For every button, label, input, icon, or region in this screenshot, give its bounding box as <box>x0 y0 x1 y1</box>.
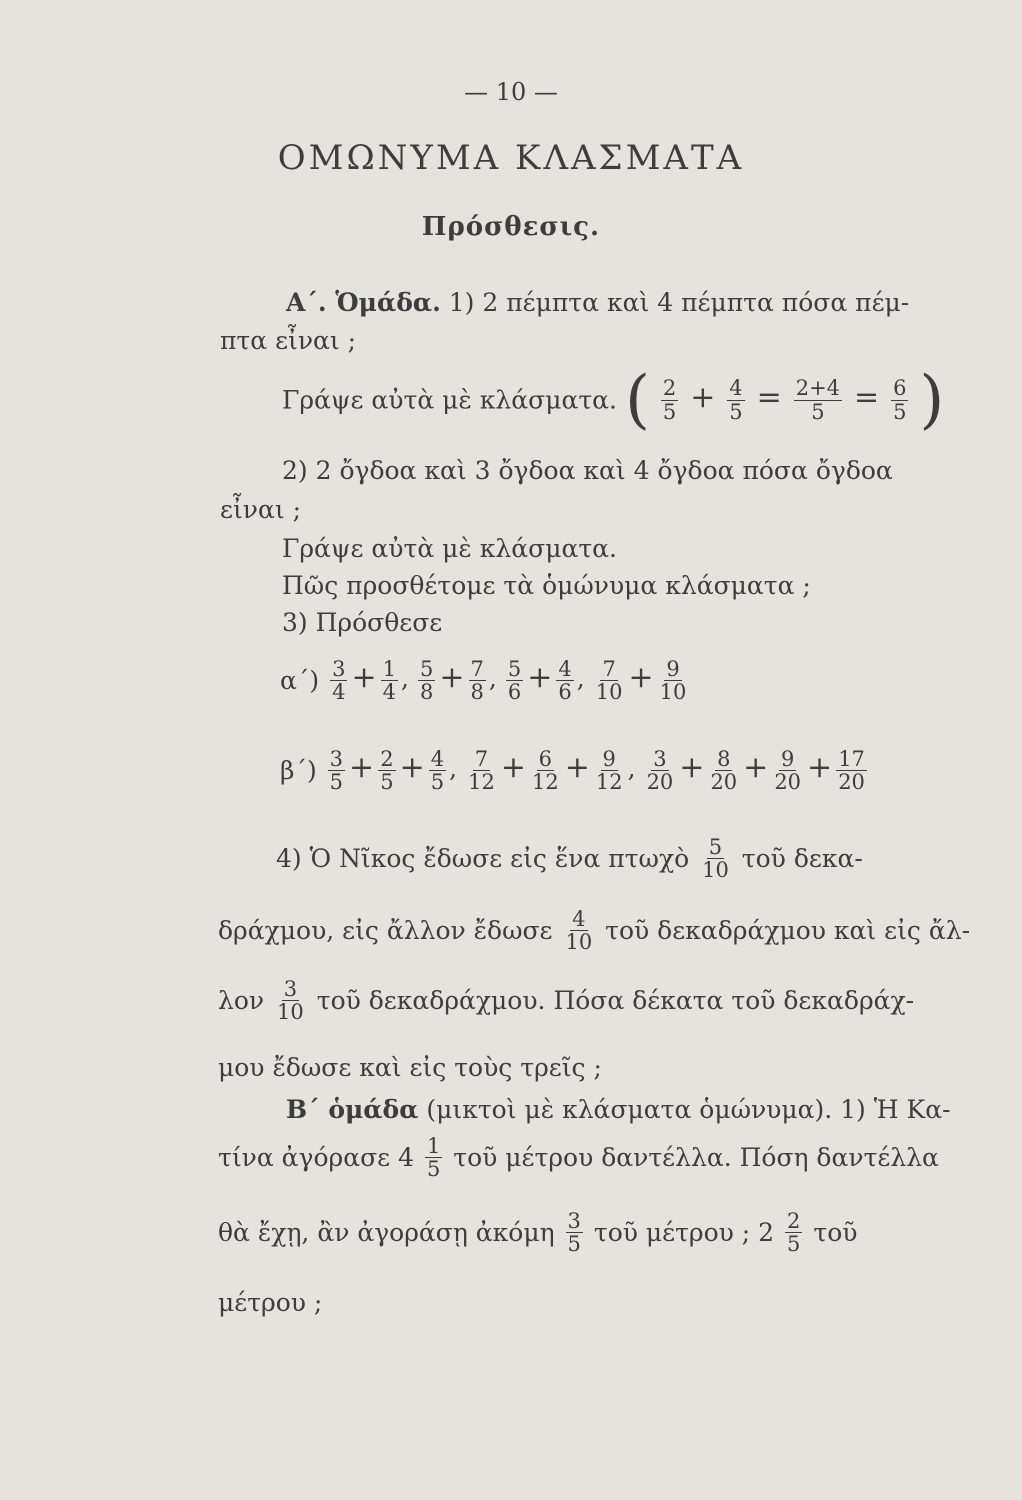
fraction: $\frac{6}{12}$ <box>531 747 559 795</box>
q3-text: 3) Πρόσθεσε <box>282 608 443 637</box>
plus-sign: + <box>564 750 590 786</box>
q2-text-line1: 2) 2 ὄγδοα καὶ 3 ὄγδοα καὶ 4 ὄγδοα πόσα ὄγδοα <box>282 456 893 485</box>
q3-alpha-label: α΄) <box>280 666 320 696</box>
fraction: $\frac{5}{8}$ <box>419 657 434 705</box>
fraction: $\frac{1}{4}$ <box>382 657 396 705</box>
write-instruction: Γράψε αὐτὰ μὲ κλάσματα. <box>282 385 617 415</box>
plus-sign: + <box>439 660 465 696</box>
fraction: $\frac{2}{5}$ <box>380 747 394 795</box>
expression-separator: , <box>449 754 458 784</box>
close-paren: ) <box>919 363 945 437</box>
expression-separator: , <box>576 664 585 694</box>
page-number: — 10 — <box>464 78 558 106</box>
section-subtitle: Πρόσθεσις. <box>421 212 601 242</box>
fraction: $\frac{1}{5}$ <box>426 1134 441 1182</box>
q1-text-line1: 1) 2 πέμπτα καὶ 4 πέμπτα πόσα πέμ- <box>448 288 910 317</box>
fraction: $\frac{4}{5}$ <box>430 747 445 795</box>
fraction: $\frac{4}{10}$ <box>565 907 593 955</box>
q3-beta-row <box>280 748 870 793</box>
open-paren: ( <box>624 363 650 437</box>
plus-sign: + <box>500 750 526 786</box>
fraction: $\frac{3}{5}$ <box>567 1209 581 1257</box>
q1-text-line2: πτα εἶναι ; <box>220 326 357 355</box>
section-title: ΟΜΩΝΥΜΑ ΚΛΑΣΜΑΤΑ <box>277 138 745 178</box>
fraction: $\frac{4}{5}$ <box>729 376 743 424</box>
q4-line2: δράχμου, εἰς ἄλλον ἔδωσε $\frac{4}{10}$ τοῦ δεκαδράχμου καὶ εἰς ἄλ- <box>218 907 971 955</box>
plus-sign: + <box>628 660 654 696</box>
plus-sign: + <box>349 750 375 786</box>
plus-sign: + <box>807 750 833 786</box>
plus-sign: + <box>527 660 553 696</box>
fraction: $\frac{3}{10}$ <box>277 977 304 1025</box>
q4-line4: μου ἔδωσε καὶ εἰς τοὺς τρεῖς ; <box>218 1053 602 1082</box>
group-b-line3: θὰ ἔχῃ, ἂν ἀγοράσῃ ἀκόμη $\frac{3}{5}$ τοῦ μέτρου ; 2 $\frac{2}{5}$ τοῦ <box>218 1209 858 1257</box>
group-b-line1: Β΄ ὁμάδα (μικτοὶ μὲ κλάσματα ὁμώνυμα). 1) Ἡ Κα- <box>286 1095 951 1124</box>
group-a-label: Α΄. Ὁμάδα. <box>286 288 441 317</box>
q3-alpha-row <box>280 658 691 703</box>
fraction: $\frac{2+4}{5}$ <box>795 376 841 424</box>
group-b-line4: μέτρου ; <box>218 1288 323 1317</box>
fraction: $\frac{9}{10}$ <box>659 657 687 705</box>
plus-sign: + <box>351 660 377 696</box>
fraction: $\frac{7}{10}$ <box>595 657 623 705</box>
expression-separator: , <box>400 664 409 694</box>
fraction: $\frac{3}{4}$ <box>332 657 346 705</box>
q2-text-line2: εἶναι ; <box>220 495 302 524</box>
fraction: $\frac{9}{20}$ <box>774 747 802 795</box>
fraction: $\frac{8}{20}$ <box>710 747 738 795</box>
fraction: $\frac{17}{20}$ <box>838 747 865 795</box>
fraction: $\frac{2}{5}$ <box>787 1209 801 1257</box>
fraction: $\frac{2}{5}$ <box>662 376 677 424</box>
fraction: $\frac{4}{6}$ <box>558 657 572 705</box>
group-b-line2: τίνα ἀγόρασε 4 $\frac{1}{5}$ τοῦ μέτρου δαντέλλα. Πόση δαντέλλα <box>218 1134 939 1182</box>
q1-example-line: Γράψε αὐτὰ μὲ κλάσματα. ( $\frac{2}{5}$ + $\frac{4}{5}$ = $\frac{2+4}{5}$ = $\frac{6}{5}$ ) <box>282 363 945 437</box>
fraction: $\frac{9}{12}$ <box>595 747 623 795</box>
fraction: $\frac{6}{5}$ <box>893 376 907 424</box>
fraction: $\frac{3}{20}$ <box>646 747 674 795</box>
expression-separator: , <box>488 664 497 694</box>
q4-line1: 4) Ὁ Νῖκος ἔδωσε εἰς ἕνα πτωχὸ $\frac{5}{10}$ τοῦ δεκα- <box>276 835 863 883</box>
fraction: $\frac{5}{10}$ <box>702 835 729 883</box>
q4-line3: λον $\frac{3}{10}$ τοῦ δεκαδράχμου. Πόσα δέκατα τοῦ δεκαδράχ- <box>218 977 915 1025</box>
fraction: $\frac{3}{5}$ <box>329 747 344 795</box>
q2-write-instruction: Γράψε αὐτὰ μὲ κλάσματα. <box>282 534 617 563</box>
fraction: $\frac{7}{8}$ <box>470 657 484 705</box>
plus-sign: + <box>399 750 425 786</box>
expression-separator: , <box>627 754 636 784</box>
fraction: $\frac{5}{6}$ <box>507 657 522 705</box>
q3-beta-label: β΄) <box>280 756 317 786</box>
group-b-label: Β΄ ὁμάδα <box>286 1095 419 1124</box>
q2-how-question: Πῶς προσθέτομε τὰ ὁμώνυμα κλάσματα ; <box>282 571 811 600</box>
fraction: $\frac{7}{12}$ <box>468 747 495 795</box>
plus-sign: + <box>743 750 769 786</box>
plus-sign: + <box>679 750 705 786</box>
group-a-q1-line1 <box>286 290 909 315</box>
